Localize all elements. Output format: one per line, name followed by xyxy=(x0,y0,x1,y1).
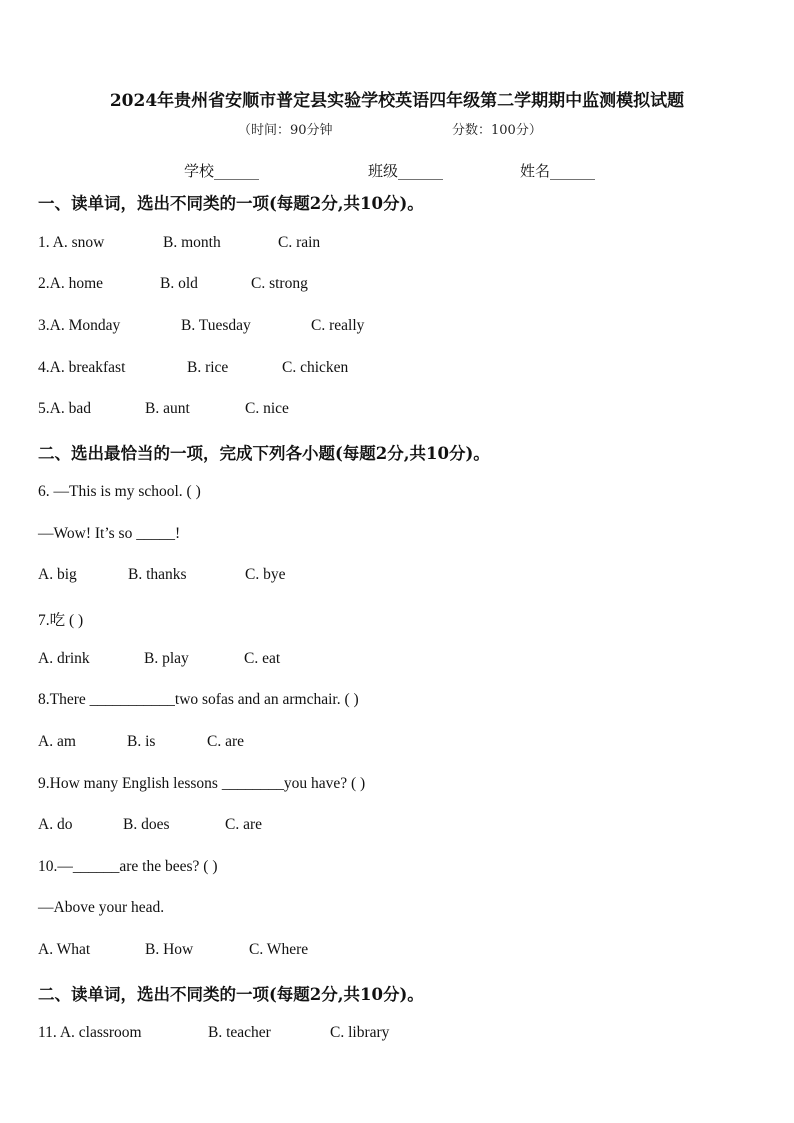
page-title: 2024年贵州省安顺市普定县实验学校英语四年级第二学期期中监测模拟试题 xyxy=(109,91,685,111)
option-a: 11. A. classroom xyxy=(38,1024,142,1041)
question-9: 9.How many English lessons ________you have? ( ) xyxy=(38,775,366,792)
option-a: 3.A. Monday xyxy=(38,317,121,334)
question-3 xyxy=(38,317,365,335)
option-b: B. Tuesday xyxy=(181,317,251,334)
option-a: 4.A. breakfast xyxy=(38,359,126,376)
option-c: C. Where xyxy=(249,941,309,958)
section-heading-3: 二、读单词，选出不同类的一项(每题2分,共10分)。 xyxy=(38,985,424,1004)
question-10: 10.—______are the bees? ( ) xyxy=(38,858,218,875)
question-6-reply: —Wow! It’s so _____! xyxy=(38,525,181,542)
section-heading-2: 二、选出最恰当的一项，完成下列各小题(每题2分,共10分)。 xyxy=(38,444,490,463)
question-10-reply: —Above your head. xyxy=(38,899,165,916)
question-11 xyxy=(38,1024,390,1042)
section-heading-1: 一、读单词，选出不同类的一项(每题2分,共10分)。 xyxy=(38,194,424,213)
option-b: B. does xyxy=(123,816,170,833)
option-b: B. How xyxy=(145,941,194,958)
question-2 xyxy=(38,275,308,293)
option-b: B. thanks xyxy=(128,566,187,583)
option-c: C. really xyxy=(311,317,365,334)
option-b: B. month xyxy=(163,234,221,251)
option-b: B. play xyxy=(144,650,189,667)
option-a: A. What xyxy=(38,941,91,958)
option-b: B. rice xyxy=(187,359,229,376)
option-a: 1. A. snow xyxy=(38,234,105,251)
option-a: 2.A. home xyxy=(38,275,104,292)
question-8-options xyxy=(38,733,245,751)
question-5 xyxy=(38,400,289,418)
option-c: C. chicken xyxy=(282,359,349,376)
question-1 xyxy=(38,234,321,252)
question-7: 7.吃 ( ) xyxy=(38,612,84,629)
option-a: A. drink xyxy=(38,650,90,667)
option-a: A. do xyxy=(38,816,73,833)
option-c: C. library xyxy=(330,1024,390,1041)
option-c: C. eat xyxy=(244,650,281,667)
question-6-options xyxy=(38,566,286,584)
option-c: C. are xyxy=(207,733,245,750)
question-10-options xyxy=(38,941,309,959)
option-a: 5.A. bad xyxy=(38,400,91,417)
question-6: 6. —This is my school. ( ) xyxy=(38,483,201,500)
question-8: 8.There ___________two sofas and an armchair. ( ) xyxy=(38,691,359,708)
option-c: C. bye xyxy=(245,566,286,583)
question-9-options xyxy=(38,816,263,834)
option-b: B. teacher xyxy=(208,1024,271,1041)
name-field[interactable]: 姓名______ xyxy=(520,162,596,180)
class-field[interactable]: 班级______ xyxy=(368,162,444,180)
option-b: B. is xyxy=(127,733,156,750)
question-4 xyxy=(38,359,349,377)
option-c: C. nice xyxy=(245,400,289,417)
option-c: C. are xyxy=(225,816,263,833)
option-c: C. strong xyxy=(251,275,308,292)
option-c: C. rain xyxy=(278,234,321,251)
school-field[interactable]: 学校______ xyxy=(184,162,260,180)
option-a: A. big xyxy=(38,566,77,583)
option-b: B. aunt xyxy=(145,400,190,417)
option-a: A. am xyxy=(38,733,76,750)
option-b: B. old xyxy=(160,275,198,292)
exam-time: （时间：90分钟 xyxy=(238,123,333,138)
question-7-options xyxy=(38,650,281,668)
exam-score: 分数：100分） xyxy=(452,123,542,138)
